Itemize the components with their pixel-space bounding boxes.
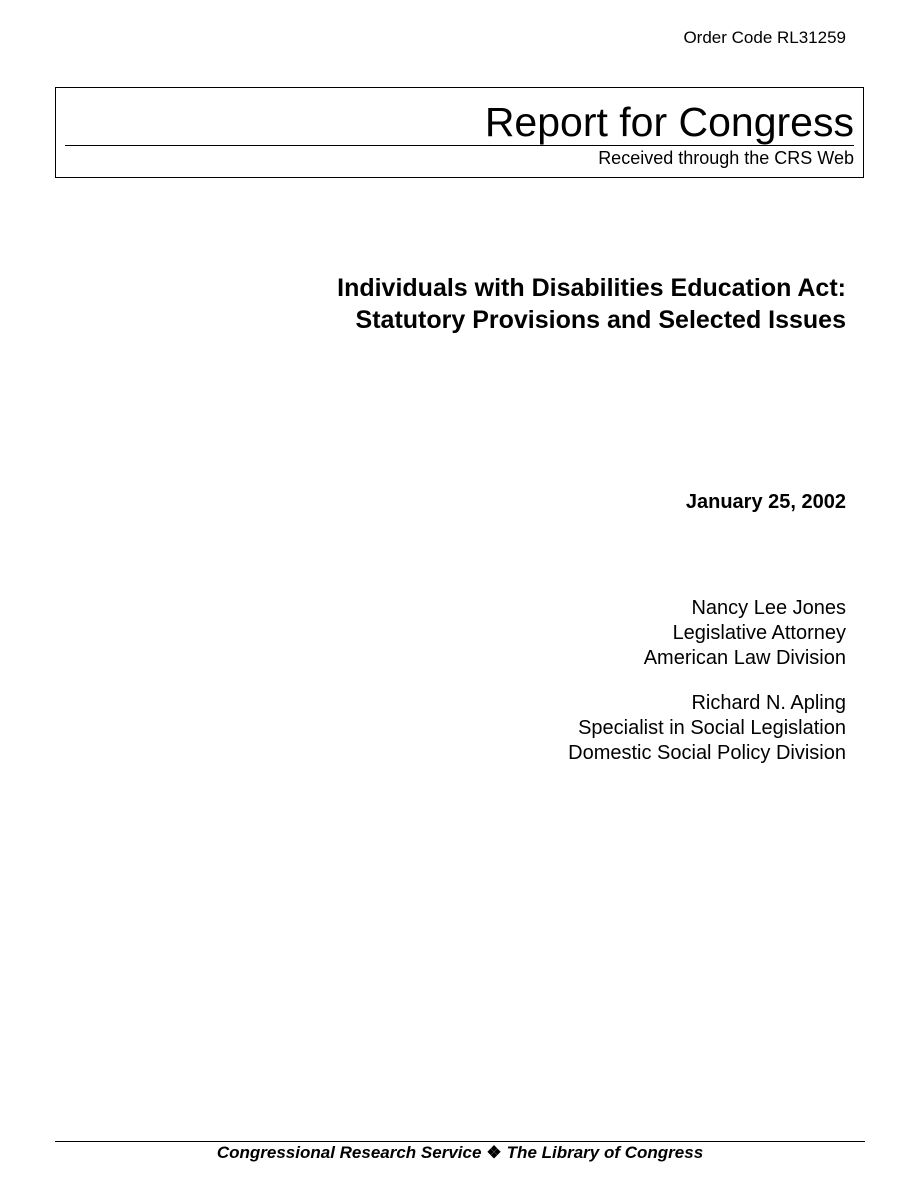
author-name: Richard N. Apling — [691, 692, 846, 714]
diamond-ornament-icon: ❖ — [486, 1143, 502, 1162]
footer-crs: Congressional Research Service — [216, 1143, 482, 1162]
author-block — [568, 691, 846, 766]
report-header — [55, 87, 864, 178]
author-name: Nancy Lee Jones — [691, 597, 846, 619]
report-title: Report for Congress — [484, 99, 854, 145]
document-title-line-1: Individuals with Disabilities Education Act: — [337, 274, 846, 302]
author-position: Legislative Attorney — [672, 622, 846, 644]
report-date: January 25, 2002 — [685, 491, 846, 513]
footer — [0, 1143, 920, 1163]
author-block — [644, 596, 846, 671]
document-title-line-2: Statutory Provisions and Selected Issues — [355, 306, 846, 334]
order-code: Order Code RL31259 — [683, 28, 846, 47]
author-division: Domestic Social Policy Division — [568, 742, 846, 764]
footer-divider — [55, 1141, 865, 1142]
header-divider — [65, 145, 854, 146]
document-title — [337, 272, 846, 336]
author-position: Specialist in Social Legislation — [578, 717, 846, 739]
report-subtitle: Received through the CRS Web — [598, 148, 854, 168]
footer-library: The Library of Congress — [506, 1143, 704, 1162]
author-division: American Law Division — [643, 647, 846, 669]
